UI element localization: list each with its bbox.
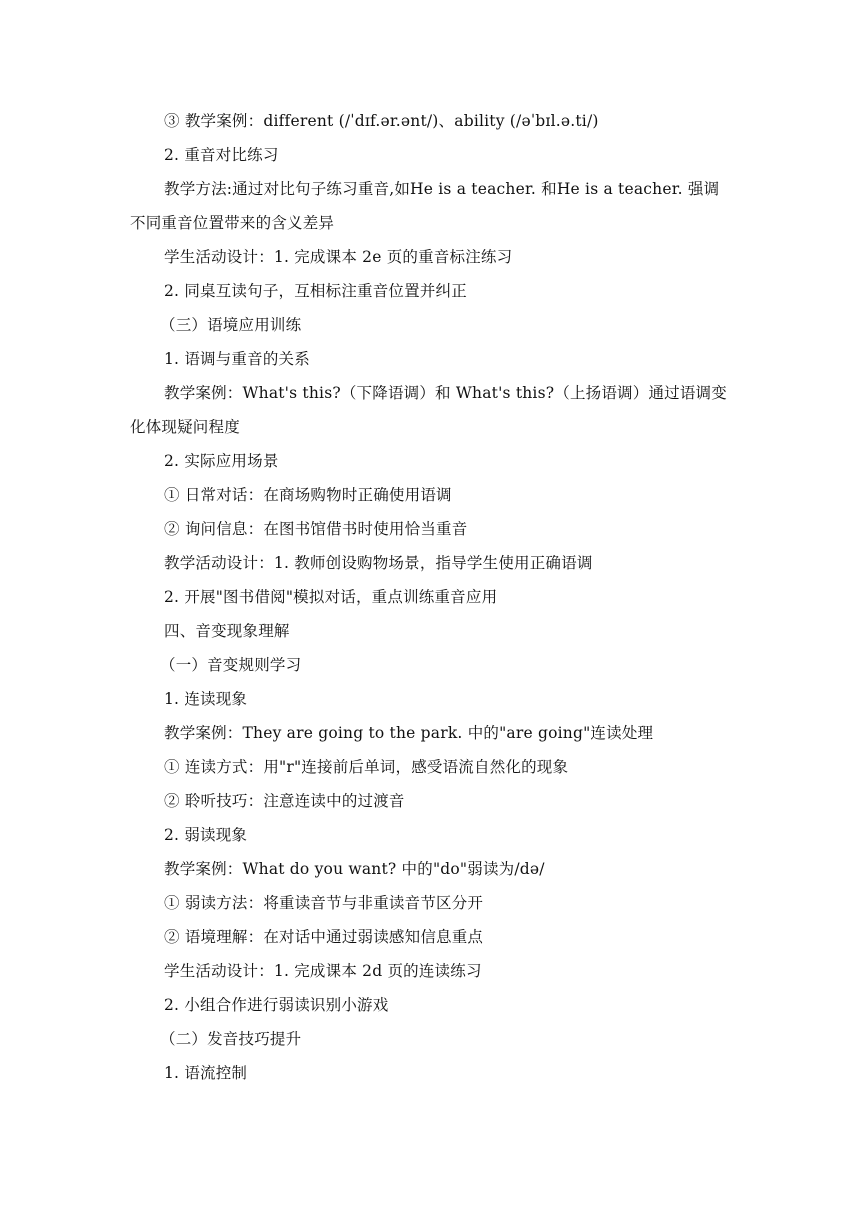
- text-paragraph: 教学方法:通过对比句子练习重音,如He is a teacher. 和He is a teacher. 强调不同重音位置带来的含义差异: [130, 180, 720, 232]
- text-line: 1. 语流控制: [164, 1064, 248, 1082]
- section-heading: （三）语境应用训练: [160, 316, 302, 334]
- section-heading: （一）音变规则学习: [160, 656, 302, 674]
- document-body: [130, 104, 730, 1090]
- text-line: ② 语境理解：在对话中通过弱读感知信息重点: [164, 928, 484, 946]
- text-line: ① 弱读方法：将重读音节与非重读音节区分开: [164, 894, 484, 912]
- text-paragraph: 教学案例：What's this?（下降语调）和 What's this?（上扬语调）通过语调变化体现疑问程度: [130, 384, 727, 436]
- text-line: 学生活动设计：1. 完成课本 2e 页的重音标注练习: [164, 248, 513, 266]
- section-heading: （二）发音技巧提升: [160, 1030, 302, 1048]
- text-line: ② 聆听技巧：注意连读中的过渡音: [164, 792, 405, 810]
- text-line: 教学案例：They are going to the park. 中的"are going"连读处理: [164, 724, 654, 742]
- text-line: 2. 同桌互读句子，互相标注重音位置并纠正: [164, 282, 467, 300]
- text-line: ③ 教学案例：different (/ˈdɪf.ər.ənt/)、ability (/əˈbɪl.ə.ti/): [164, 112, 599, 130]
- text-line: 学生活动设计：1. 完成课本 2d 页的连读练习: [164, 962, 482, 980]
- text-line: ② 询问信息：在图书馆借书时使用恰当重音: [164, 520, 468, 538]
- text-line: ① 连读方式：用"r"连接前后单词，感受语流自然化的现象: [164, 758, 569, 776]
- text-line: 2. 弱读现象: [164, 826, 248, 844]
- text-line: 2. 开展"图书借阅"模拟对话，重点训练重音应用: [164, 588, 498, 606]
- text-line: 1. 语调与重音的关系: [164, 350, 310, 368]
- text-line: 2. 实际应用场景: [164, 452, 279, 470]
- text-line: ① 日常对话：在商场购物时正确使用语调: [164, 486, 452, 504]
- text-line: 1. 连读现象: [164, 690, 248, 708]
- text-line: 教学活动设计：1. 教师创设购物场景，指导学生使用正确语调: [164, 554, 593, 572]
- text-line: 教学案例：What do you want? 中的"do"弱读为/də/: [164, 860, 545, 878]
- chapter-heading: 四、音变现象理解: [164, 622, 290, 640]
- text-line: 2. 重音对比练习: [164, 146, 279, 164]
- text-line: 2. 小组合作进行弱读识别小游戏: [164, 996, 389, 1014]
